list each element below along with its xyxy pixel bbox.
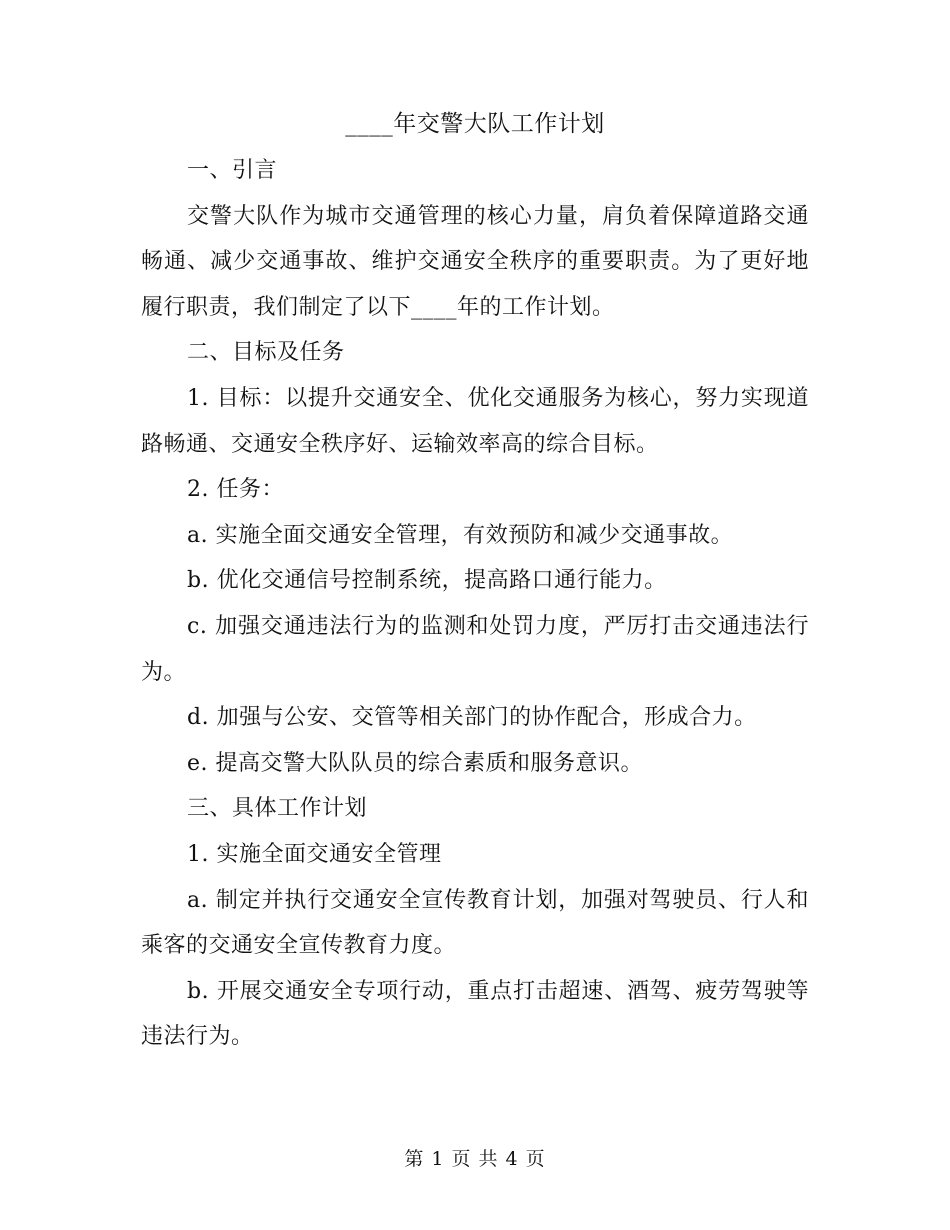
document-title: ____年交警大队工作计划 (345, 111, 605, 137)
task-item-d: d. 加强与公安、交管等相关部门的协作配合，形成合力。 (187, 705, 757, 731)
paragraph-goal: 1. 目标：以提升交通安全、优化交通服务为核心，努力实现道路畅通、交通安全秩序好、运输效率高的综合目标。 (141, 385, 809, 457)
document-body (141, 148, 809, 1060)
paragraph-intro: 交警大队作为城市交通管理的核心力量，肩负着保障道路交通畅通、减少交通事故、维护交通安全秩序的重要职责。为了更好地履行职责，我们制定了以下____年的工作计划。 (141, 203, 809, 320)
task-item-b: b. 优化交通信号控制系统，提高路口通行能力。 (187, 568, 667, 594)
section-heading-goals: 二、目标及任务 (187, 340, 345, 366)
section-heading-plan: 三、具体工作计划 (187, 796, 368, 822)
page-footer: 第 1 页 共 4 页 (404, 1148, 546, 1170)
plan-subheading-1: 1. 实施全面交通安全管理 (187, 841, 442, 867)
task-item-c: c. 加强交通违法行为的监测和处罚力度，严厉打击交通违法行为。 (141, 613, 809, 685)
paragraph-tasks-label: 2. 任务： (187, 477, 284, 503)
section-heading-intro: 一、引言 (187, 158, 278, 183)
plan-item-a: a. 制定并执行交通安全宣传教育计划，加强对驾驶员、行人和乘客的交通安全宣传教育力度。 (141, 887, 809, 959)
task-item-a: a. 实施全面交通安全管理，有效预防和减少交通事故。 (187, 522, 734, 548)
plan-item-b: b. 开展交通安全专项行动，重点打击超速、酒驾、疲劳驾驶等违法行为。 (141, 978, 809, 1050)
task-item-e: e. 提高交警大队队员的综合素质和服务意识。 (187, 750, 644, 776)
